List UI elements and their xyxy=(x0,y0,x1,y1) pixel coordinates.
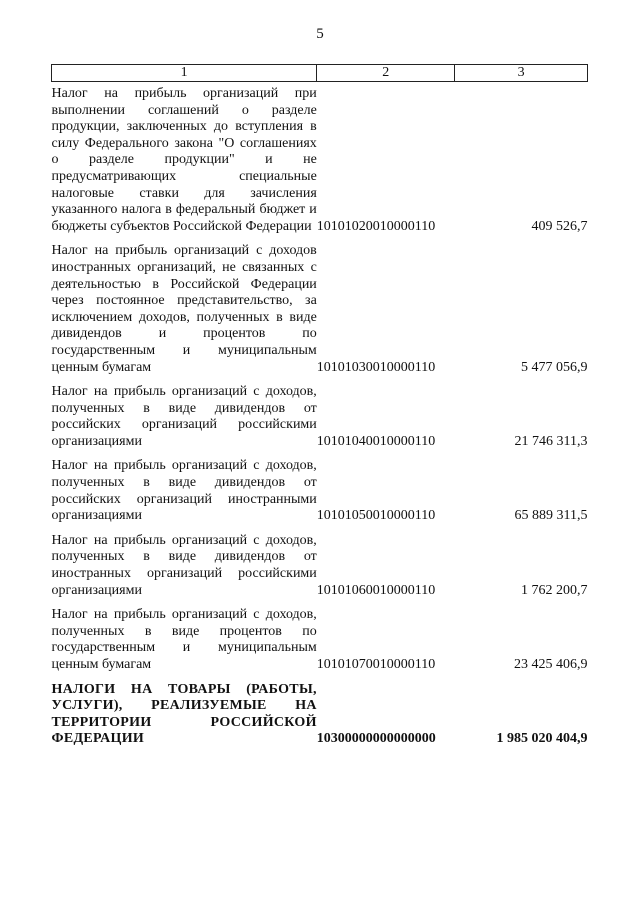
table-row xyxy=(52,82,588,237)
row-amount: 1 762 200,7 xyxy=(521,582,588,598)
table-header-row xyxy=(52,65,588,82)
row-name: Налог на прибыль организаций с доходов, полученных в виде дивидендов от иностранных организаций российскими организациями xyxy=(51,532,317,598)
table-row xyxy=(52,377,588,451)
row-name: Налог на прибыль организаций с доходов, полученных в виде процентов по государственным и муниципальным ценным бумагам xyxy=(51,607,317,672)
row-amount: 23 425 406,9 xyxy=(514,657,588,672)
row-amount: 5 477 056,9 xyxy=(521,359,588,375)
table-row xyxy=(52,236,588,377)
header-col-2: 2 xyxy=(317,65,455,82)
row-name: Налог на прибыль организаций с доходов, полученных в виде дивидендов от российских организаций иностранными организациями xyxy=(51,458,317,524)
header-col-1: 1 xyxy=(52,65,317,82)
row-name: Налог на прибыль организаций с доходов иностранных организаций, не связанных с деятельностью в Российской Федерации через постоянное представительство, за исключением доходов, полученных в виде дивидендов и процентов по государственным и муниципальным ценным бумагам xyxy=(51,243,317,375)
row-code: 10101050010000110 xyxy=(316,508,436,524)
page-number: 5 xyxy=(316,26,324,42)
table-row-section-total xyxy=(52,675,588,749)
row-amount: 409 526,7 xyxy=(531,218,588,234)
header-col-3: 3 xyxy=(455,65,588,82)
table-row xyxy=(52,600,588,674)
budget-revenue-table xyxy=(51,64,588,749)
row-code: 10300000000000000 xyxy=(316,731,436,747)
row-amount: 65 889 311,5 xyxy=(514,508,588,524)
row-name: НАЛОГИ НА ТОВАРЫ (РАБОТЫ, УСЛУГИ), РЕАЛИЗУЕМЫЕ НА ТЕРРИТОРИИ РОССИЙСКОЙ ФЕДЕРАЦИИ xyxy=(51,681,317,747)
row-code: 10101060010000110 xyxy=(316,582,436,598)
row-code: 10101020010000110 xyxy=(316,218,436,234)
row-amount: 21 746 311,3 xyxy=(514,433,588,449)
table-row xyxy=(52,451,588,525)
row-code: 10101070010000110 xyxy=(316,657,436,672)
table-row xyxy=(52,526,588,600)
row-code: 10101040010000110 xyxy=(316,433,436,449)
row-code: 10101030010000110 xyxy=(316,359,436,375)
row-amount: 1 985 020 404,9 xyxy=(496,731,588,747)
row-name: Налог на прибыль организаций с доходов, полученных в виде дивидендов от российских организаций российскими организациями xyxy=(51,384,317,449)
row-name: Налог на прибыль организаций при выполнении соглашений о разделе продукции, заключенных до вступления в силу Федерального закона "О соглашениях о разделе продукции" и не предусматривающих специальные налоговые ставки для зачисления указанного налога в федеральный бюджет и бюджеты субъектов Российской Федерации xyxy=(51,86,317,234)
